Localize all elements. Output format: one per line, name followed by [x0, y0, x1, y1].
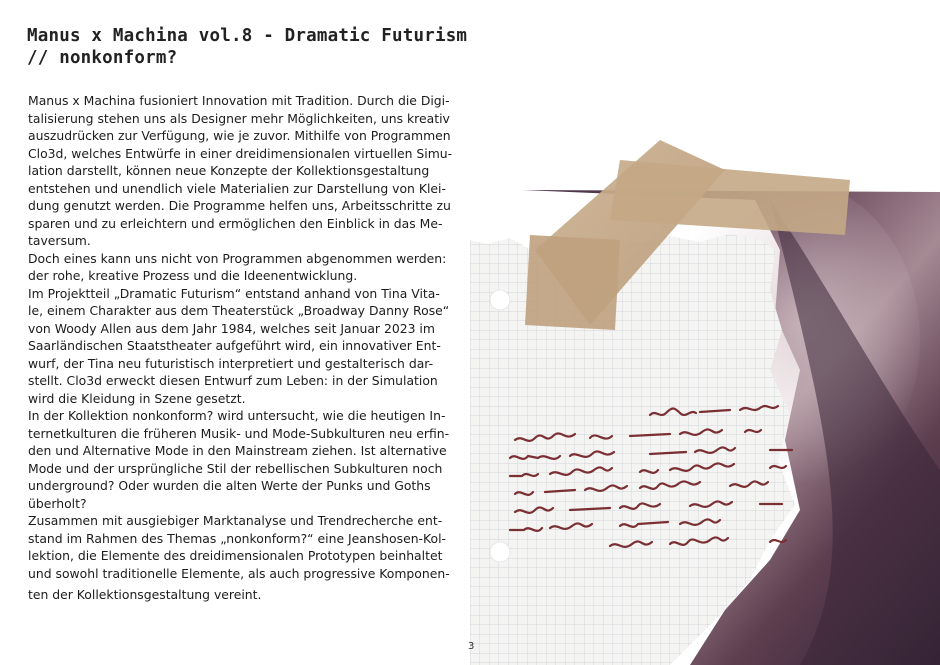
body-line: lation darstellt, können neue Konzepte der Kollektionsgestaltung: [28, 163, 430, 178]
body-line: taversum.: [28, 233, 91, 248]
body-line: le, einem Charakter aus dem Theaterstück „Broadway Danny Rose“: [28, 303, 450, 318]
page-number: 3: [468, 641, 475, 652]
body-line: stellt. Clo3d erweckt diesen Entwurf zum Leben: in der Simulation: [28, 373, 438, 388]
body-line: Manus x Machina fusioniert Innovation mit Tradition. Durch die Digi-: [28, 93, 450, 108]
body-line: überholt?: [28, 495, 87, 511]
body-line: dung genutzt werden. Die Programme helfen uns, Arbeitsschritte zu: [28, 198, 451, 213]
body-line: talisierung stehen uns als Designer mehr Möglichkeiten, uns kreativ: [28, 110, 450, 126]
body-line: wird die Kleidung in Szene gesetzt.: [28, 390, 246, 406]
body-line: lektion, die Elemente des dreidimensionalen Prototypen beinhaltet: [28, 548, 443, 563]
body-line: sparen und zu erleichtern und ermöglichen den Einblick in das Me-: [28, 215, 443, 231]
body-line: von Woody Allen aus dem Jahr 1984, welches seit Januar 2023 im: [28, 320, 435, 336]
body-line: Saarländischen Staatstheater aufgeführt wird, ein innovativer Ent-: [28, 338, 441, 353]
title-line-1: Manus x Machina vol.8 - Dramatic Futurism: [27, 26, 468, 46]
title-line-2: // nonkonform?: [27, 48, 178, 68]
body-line: auszudrücken zur Verfügung, wie je zuvor. Mithilfe von Programmen: [28, 128, 451, 143]
body-line: Clo3d, welches Entwürfe in einer dreidimensionalen virtuellen Simu-: [28, 145, 453, 161]
collage-image: [470, 140, 940, 665]
body-line: Zusammen mit ausgiebiger Marktanalyse und Trendrecherche ent-: [28, 513, 443, 528]
body-line: underground? Oder wurden die alten Werte der Punks und Goths: [28, 478, 431, 493]
body-line: stand im Rahmen des Themas „nonkonform?“ eine Jeanshosen-Kol-: [28, 530, 447, 546]
body-line: Im Projektteil „Dramatic Futurism“ entstand anhand von Tina Vita-: [28, 285, 440, 301]
body-line: Mode und der ursprüngliche Stil der rebellischen Subkulturen noch: [28, 460, 443, 476]
body-line: der rohe, kreative Prozess und die Ideenentwicklung.: [28, 268, 358, 283]
body-line: und sowohl traditionelle Elemente, als auch progressive Komponen-: [28, 565, 450, 581]
document-title: [27, 25, 487, 69]
body-line: ten der Kollektionsgestaltung vereint.: [28, 587, 262, 602]
body-line: ternetkulturen die früheren Musik- und Mode-Subkulturen neu erfin-: [28, 425, 450, 441]
body-line: den und Alternative Mode in den Mainstream ziehen. Ist alternative: [28, 443, 447, 458]
body-line: In der Kollektion nonkonform? wird untersucht, wie die heutigen In-: [28, 408, 446, 423]
body-line: wurf, der Tina neu futuristisch interpretiert und gestalterisch dar-: [28, 355, 434, 371]
body-line: Doch eines kann uns nicht von Programmen abgenommen werden:: [28, 250, 447, 266]
body-text: [28, 92, 474, 604]
body-line: entstehen und unendlich viele Materialien zur Darstellung von Klei-: [28, 180, 446, 196]
